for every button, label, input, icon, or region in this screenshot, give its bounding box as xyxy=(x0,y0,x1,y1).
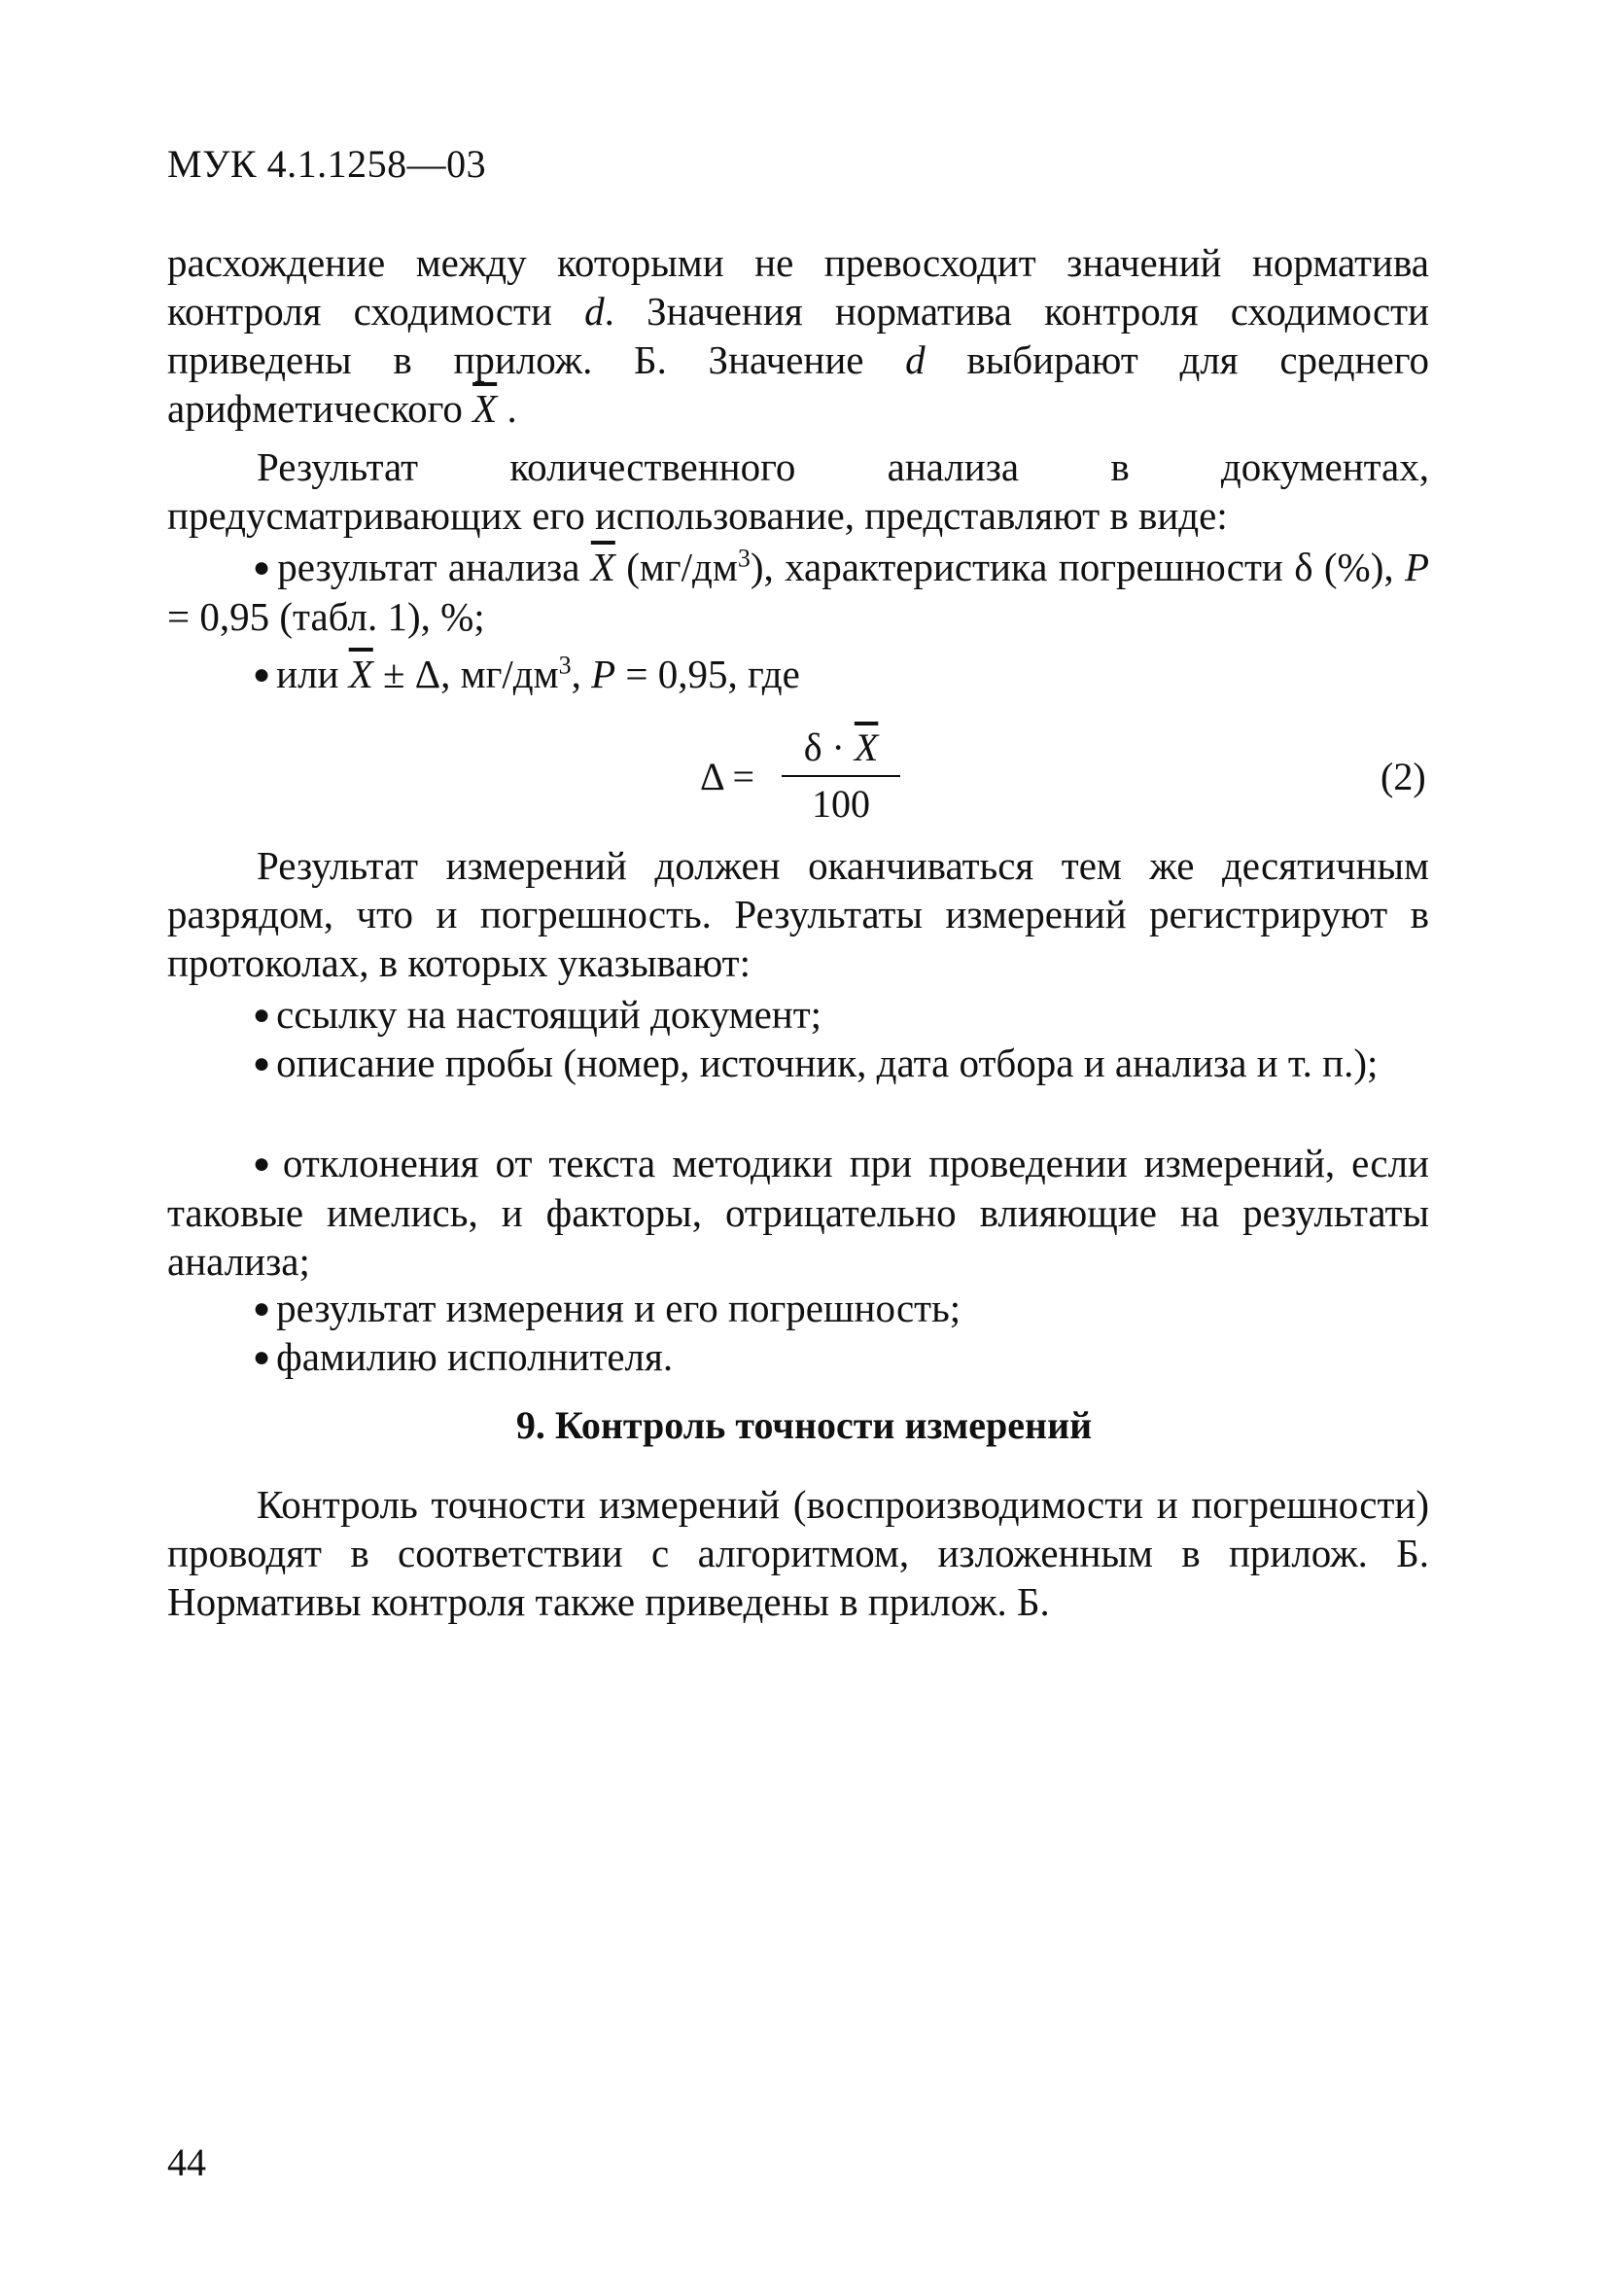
list-item: ● фамилию исполнителя. xyxy=(253,1334,674,1379)
paragraph-result-form: Результат количественного анализа в документах, предусматривающих его использование, представляют в виде: xyxy=(167,444,1429,538)
bullet-icon: ● xyxy=(253,658,271,690)
paragraph-protocol: Результат измерений должен оканчиваться тем же десятичным разрядом, что и погрешность. Результаты измерений регистрируют в протоколах, в которых указывают: xyxy=(167,843,1429,985)
bullet-icon: ● xyxy=(253,1341,271,1373)
section-heading: 9. Контроль точности измерений xyxy=(515,1403,1093,1447)
page-number: 44 xyxy=(167,2140,206,2184)
document-code-header: МУК 4.1.1258—03 xyxy=(167,142,487,186)
list-item-result-alt: ● или $\overline{X} \pm \Delta$, $мг/дм^3$, P = 0,95, где xyxy=(253,651,800,696)
bullet-icon: ● xyxy=(253,999,271,1031)
paragraph-convergence: расхождение между которыми не превосходит значений норматива контроля сходимости d. Значения норматива контроля сходимости приведены в прилож. Б. Значение d выбирают для среднего арифметического $\overline{X}$ . xyxy=(167,240,1429,431)
list-item: ● ссылку на настоящий документ; xyxy=(253,992,822,1037)
formula-delta xyxy=(700,724,953,831)
equation-number: (2) xyxy=(1381,755,1426,798)
list-item: ● описание пробы (номер, источник, дата отбора и анализа и т. п.); xyxy=(253,1041,1379,1085)
fraction-bar xyxy=(782,775,900,777)
bullet-icon: ● xyxy=(253,1292,271,1325)
bullet-icon: ● xyxy=(253,1047,271,1079)
bullet-icon: ● xyxy=(253,1148,277,1180)
formula-lhs: Δ = xyxy=(700,755,755,798)
list-item: ● результат измерения и его погрешность; xyxy=(253,1286,961,1330)
list-item: ● отклонения от текста методики при проведении измерений, если таковые имелись, и факторы, отрицательно влияющие на результаты анализа; xyxy=(167,1141,1429,1284)
formula-numerator: $\delta \cdot \overline{X}$ xyxy=(803,725,879,769)
bullet-icon: ● xyxy=(253,551,272,583)
formula-denominator: 100 xyxy=(812,782,870,826)
list-item-result: ● результат анализа $\overline{X}$ $(мг/дм^3)$, характеристика погрешности δ (%), P = 0,95 (табл. 1), %; xyxy=(167,544,1430,639)
paragraph-accuracy-control: Контроль точности измерений (воспроизводимости и погрешности) проводят в соответствии с алгоритмом, изложенным в прилож. Б. Нормативы контроля также приведены в прилож. Б. xyxy=(167,1482,1429,1624)
